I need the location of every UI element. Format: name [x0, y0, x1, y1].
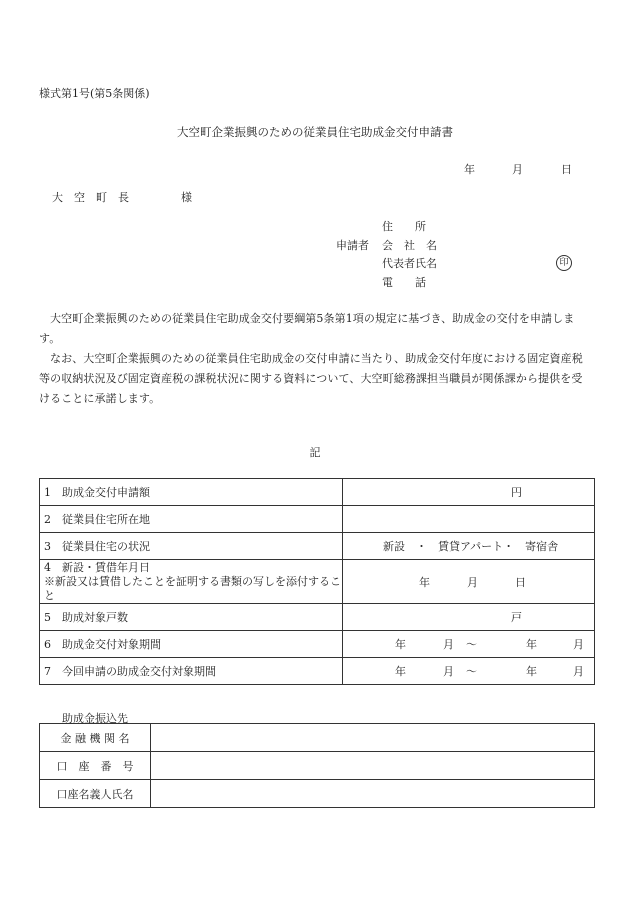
bank-section-title: 助成金振込先 — [62, 712, 128, 725]
year-label: 年 — [419, 575, 430, 589]
table-row — [40, 533, 595, 560]
month-label: 月 — [443, 665, 454, 678]
year-label: 年 — [395, 638, 406, 651]
year-label: 年 — [526, 665, 537, 678]
table-row — [40, 560, 595, 604]
company-label: 会 社 名 — [382, 239, 437, 252]
row-label: 7 今回申請の助成金交付対象期間 — [40, 658, 343, 685]
account-number-label: 口 座 番 号 — [40, 752, 151, 780]
date-day-label: 日 — [561, 163, 572, 176]
address-field[interactable] — [343, 506, 595, 533]
row-label: 2 従業員住宅所在地 — [40, 506, 343, 533]
statement-paragraph-1: 大空町企業振興のための従業員住宅助成金交付要綱第5条第1項の規定に基づき、助成金の交付を申請します。 — [39, 312, 575, 345]
month-label: 月 — [467, 575, 478, 589]
table-row — [40, 506, 595, 533]
units-unit: 戸 — [511, 611, 522, 624]
table-row — [40, 658, 595, 685]
row-label: 1 助成金交付申請額 — [40, 479, 343, 506]
account-holder-label: 口座名義人氏名 — [40, 780, 151, 808]
amount-field[interactable] — [343, 479, 595, 506]
row-label-main: 4 新設・賃借年月日 — [44, 561, 150, 574]
subsidy-period-field[interactable] — [343, 631, 595, 658]
year-label: 年 — [395, 665, 406, 678]
addressee-name: 大 空 町 長 — [52, 191, 129, 204]
applicant-label: 申請者 — [336, 239, 369, 252]
row-label: 3 従業員住宅の状況 — [40, 533, 343, 560]
account-number-field[interactable] — [151, 752, 595, 780]
ki-heading: 記 — [309, 446, 321, 459]
year-label: 年 — [526, 638, 537, 651]
statement-paragraph-2: なお、大空町企業振興のための従業員住宅助成金の交付申請に当たり、助成金交付年度における固定資産税等の収納状況及び固定資産税の課税状況に関する資料について、大空町総務課担当職員が関係課から提供を受けることに承諾します。 — [39, 352, 583, 405]
month-label: 月 — [443, 638, 454, 651]
date-month-label: 月 — [512, 163, 523, 176]
table-row — [40, 780, 595, 808]
address-label: 住 所 — [382, 220, 426, 233]
application-statement — [39, 309, 587, 409]
housing-options-text: 新設 ・ 賃貸アパート・ 寄宿舎 — [383, 540, 559, 553]
day-label: 日 — [515, 575, 526, 589]
document-title: 大空町企業振興のための従業員住宅助成金交付申請書 — [177, 125, 453, 139]
bank-name-label: 金 融 機 関 名 — [40, 724, 151, 752]
application-items-table — [39, 478, 595, 685]
addressee-honorific: 様 — [181, 191, 192, 204]
table-row — [40, 724, 595, 752]
tilde: ～ — [466, 638, 477, 651]
seal-icon: 印 — [556, 255, 572, 271]
table-row — [40, 752, 595, 780]
bank-name-field[interactable] — [151, 724, 595, 752]
tilde: ～ — [466, 665, 477, 678]
row-label: 6 助成金交付対象期間 — [40, 631, 343, 658]
month-label: 月 — [573, 638, 584, 651]
representative-label: 代表者氏名 — [382, 257, 437, 270]
seal-mark — [556, 255, 572, 271]
yen-unit: 円 — [511, 486, 522, 499]
construction-date-field[interactable] — [343, 560, 595, 604]
table-row — [40, 604, 595, 631]
bank-table — [39, 723, 595, 808]
date-year-label: 年 — [464, 163, 475, 176]
form-number: 様式第1号(第5条関係) — [39, 87, 150, 100]
units-field[interactable] — [343, 604, 595, 631]
account-holder-field[interactable] — [151, 780, 595, 808]
phone-label: 電 話 — [382, 276, 426, 289]
table-row — [40, 479, 595, 506]
row-label — [40, 560, 343, 604]
row-label: 5 助成対象戸数 — [40, 604, 343, 631]
current-period-field[interactable] — [343, 658, 595, 685]
table-row — [40, 631, 595, 658]
month-label: 月 — [573, 665, 584, 678]
row-label-note: ※新設又は賃借したことを証明する書類の写しを添付すること — [44, 575, 341, 602]
housing-status-options[interactable] — [343, 533, 595, 560]
